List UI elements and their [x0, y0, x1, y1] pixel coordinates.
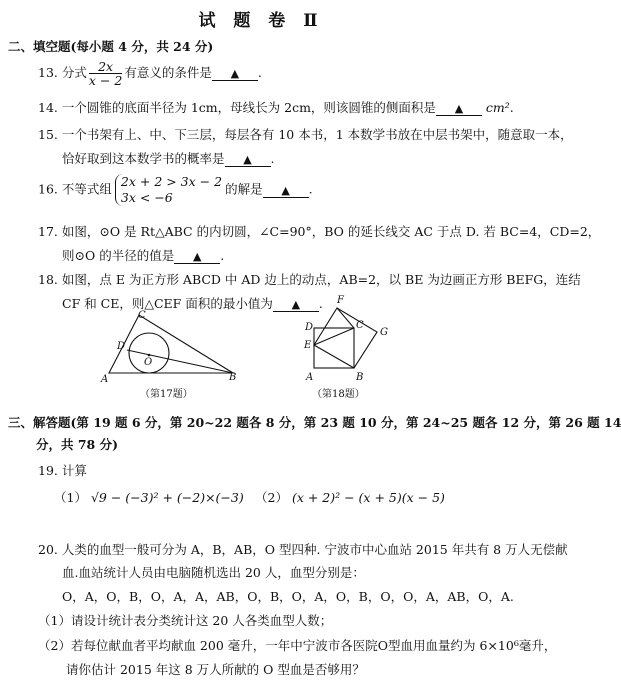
- question-20-data: O，A，O，B，O，A，A，AB，O，B，O，A，O，B，O，O，A，AB，O，A.: [62, 589, 514, 604]
- answer-blank: ▲: [212, 67, 258, 81]
- question-20-sub2: （2）若每位献血者平均献血 200 毫升，一年中宁波市各医院O型血用血量约为 6×10⁶毫升，: [38, 638, 557, 653]
- figure-18: [300, 290, 395, 385]
- question-number: 19.: [38, 463, 58, 478]
- question-number: 14.: [38, 100, 58, 115]
- answer-blank: ▲: [273, 298, 319, 312]
- question-19-part2: [255, 488, 445, 506]
- question-number: 16.: [38, 181, 58, 197]
- question-text: 恰好取到这本数学书的概率是: [62, 151, 225, 166]
- fraction-numerator: 2x: [89, 60, 122, 74]
- label-c: C: [138, 310, 146, 321]
- punct: .: [318, 296, 323, 311]
- question-text: 一个圆锥的底面半径为 1cm，母线长为 2cm，则该圆锥的侧面积是: [61, 100, 436, 115]
- label-g: G: [380, 327, 388, 338]
- part-label: （1）: [54, 490, 87, 505]
- question-20-line2: 血.血站统计人员由电脑随机选出 20 人，血型分别是：: [62, 565, 365, 580]
- question-20: [38, 540, 568, 558]
- label-f: F: [337, 295, 344, 306]
- question-text: 则⊙O 的半径的值是: [62, 248, 175, 263]
- question-text: 一个书架有上、中、下三层，每层各有 10 本书，1 本数学书放在中层书架中，随意取一本，: [61, 127, 573, 142]
- label-d: D: [305, 322, 314, 333]
- question-number: 13.: [38, 65, 58, 80]
- question-14: [38, 98, 514, 116]
- question-text: 如图，点 E 为正方形 ABCD 中 AD 边上的动点，AB=2，以 BE 为边画正方形 BEFG，连结: [61, 272, 581, 287]
- label-a: A: [306, 372, 314, 383]
- punct: .: [308, 181, 313, 197]
- question-20-sub2-line2: 请你估计 2015 年这 8 万人所献的 O 型血是否够用？: [66, 662, 365, 677]
- center-o: [148, 354, 151, 357]
- triangle-abc: [109, 315, 233, 373]
- question-13: [38, 60, 262, 87]
- question-18: [38, 270, 581, 288]
- question-17-line2: [62, 246, 224, 264]
- label-d: D: [117, 341, 126, 352]
- question-number: 18.: [38, 272, 58, 287]
- punct: .: [257, 65, 262, 80]
- fraction-denominator: x − 2: [88, 73, 123, 88]
- label-b: B: [356, 372, 364, 383]
- math-expression: √9 − (−3)² + (−2)×(−3): [90, 490, 244, 505]
- page-title: 试 题 卷 Ⅱ: [198, 11, 324, 31]
- question-text: 有意义的条件是: [124, 65, 212, 80]
- fraction: [89, 60, 122, 87]
- figure-17: [96, 310, 246, 395]
- inequality-1: 2x + 2 > 3x − 2: [120, 174, 223, 189]
- question-number: 20.: [38, 542, 58, 557]
- answer-blank: ▲: [174, 250, 220, 264]
- question-16: [38, 174, 313, 206]
- answer-blank: ▲: [263, 184, 309, 198]
- figure-17-caption: （第17题）: [140, 389, 193, 400]
- label-o: O: [144, 357, 153, 368]
- question-number: 17.: [38, 224, 58, 239]
- unit-label: cm²: [485, 100, 510, 115]
- segment-cf: [337, 308, 354, 328]
- question-text: 不等式组: [61, 181, 112, 197]
- question-15: [38, 125, 573, 143]
- section-heading-solve: 三、解答题(第 19 题 6 分，第 20~22 题各 8 分，第 23 题 10 分，第 24~25 题各 12 分，第 26 题 14: [8, 415, 621, 430]
- section-heading-fill-blank: 二、填空题(每小题 4 分，共 24 分): [8, 39, 214, 54]
- label-a: A: [101, 374, 109, 385]
- question-text: 如图，⊙O 是 Rt△ABC 的内切圆，∠C=90°，BO 的延长线交 AC 于点 D. 若 BC=4，CD=2，: [61, 224, 601, 239]
- math-expression: (x + 2)² − (x + 5)(x − 5): [291, 490, 445, 505]
- punct: .: [509, 100, 514, 115]
- segment-ce: [314, 328, 354, 345]
- answer-blank: ▲: [436, 102, 482, 116]
- question-19-part1: [54, 488, 244, 506]
- question-number: 15.: [38, 127, 58, 142]
- punct: .: [220, 248, 225, 263]
- question-17: [38, 222, 600, 240]
- square-befg: [314, 308, 377, 368]
- segment-bd: [127, 350, 233, 373]
- question-text: 人类的血型一般可分为 A，B，AB，O 型四种. 宁波市中心血站 2015 年共有 8 万人无偿献: [61, 542, 568, 557]
- punct: .: [270, 151, 275, 166]
- part-label: （2）: [255, 490, 288, 505]
- figure-18-caption: （第18题）: [312, 389, 365, 400]
- inequality-system: [115, 174, 222, 206]
- question-text: CF 和 CE，则△CEF 面积的最小值为: [62, 296, 273, 311]
- section-heading-solve-line2: 分，共 78 分): [36, 437, 119, 452]
- question-15-line2: [62, 149, 275, 167]
- answer-blank: ▲: [225, 153, 271, 167]
- question-19: [38, 461, 87, 479]
- label-e: E: [304, 340, 312, 351]
- question-text: 分式: [61, 65, 87, 80]
- label-c: C: [356, 320, 364, 331]
- question-text: 计算: [61, 463, 87, 478]
- question-20-sub1: （1）请设计统计表分类统计这 20 人各类血型人数；: [38, 613, 333, 628]
- label-b: B: [229, 372, 237, 383]
- question-text: 的解是: [225, 181, 263, 197]
- inequality-2: 3x < −6: [120, 190, 173, 205]
